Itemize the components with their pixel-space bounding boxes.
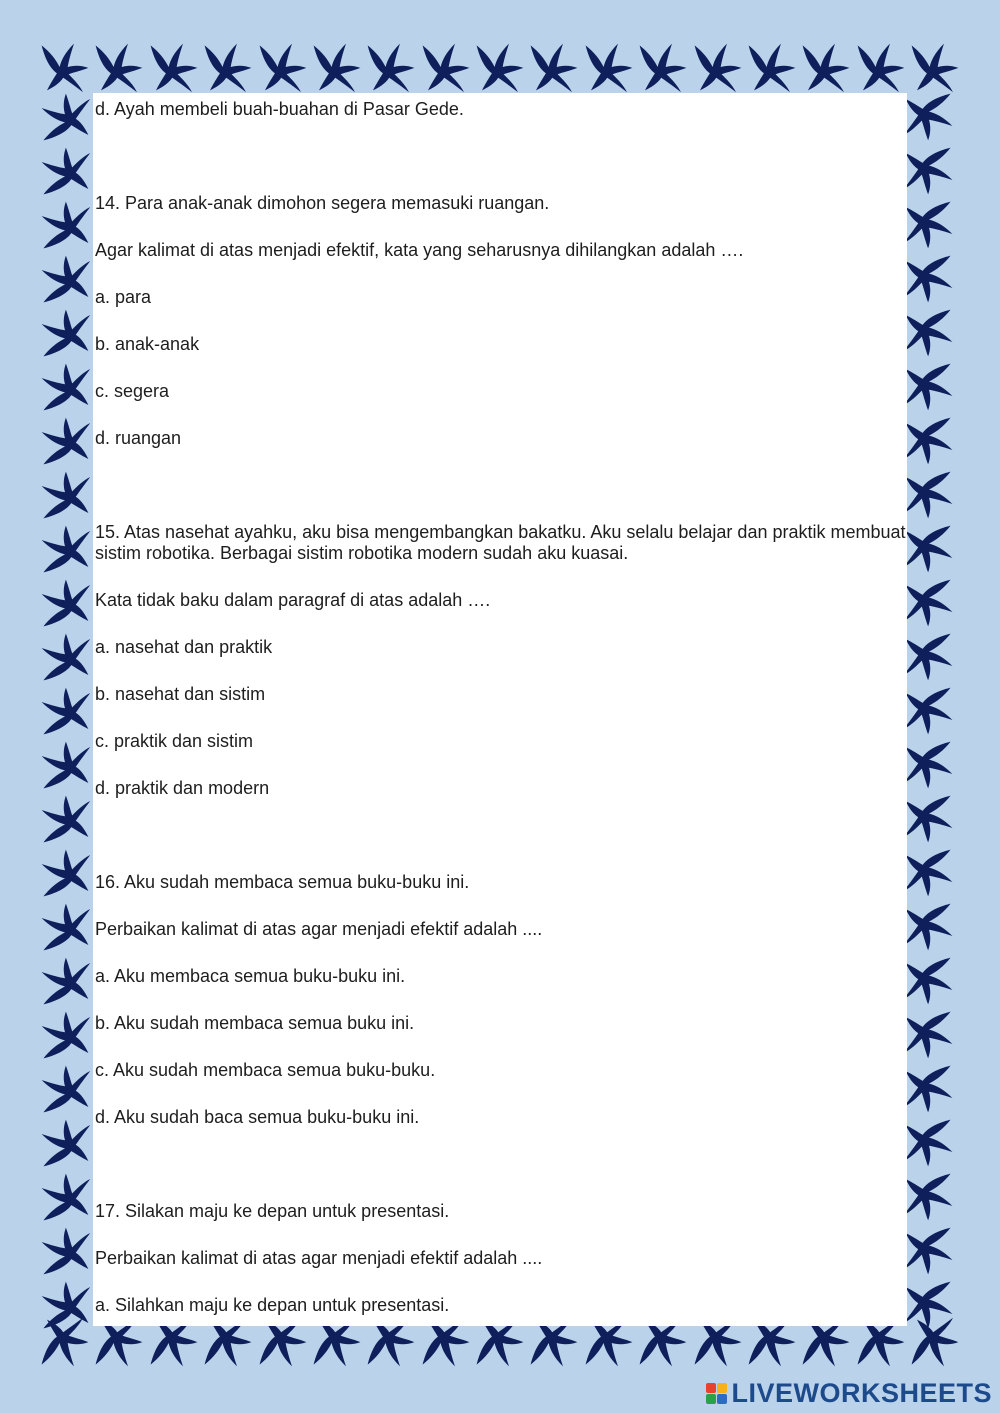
swallow-icon xyxy=(147,40,201,94)
swallow-icon xyxy=(38,144,92,198)
option-d-q13: d. Ayah membeli buah-buahan di Pasar Gede. xyxy=(95,99,464,119)
swallow-icon xyxy=(38,792,92,846)
swallow-icon xyxy=(902,468,956,522)
swallow-icon xyxy=(364,40,418,94)
option-b-q16[interactable]: b. Aku sudah membaca semua buku ini. xyxy=(95,1013,415,1033)
swallow-icon xyxy=(38,414,92,468)
instruction-16: Perbaikan kalimat di atas agar menjadi efektif adalah .... xyxy=(95,919,543,939)
swallow-icon xyxy=(38,1170,92,1224)
option-a-q14[interactable]: a. para xyxy=(95,287,152,307)
option-d-q14[interactable]: d. ruangan xyxy=(95,428,182,448)
question-14: 14. Para anak-anak dimohon segera memasuki ruangan. xyxy=(95,193,550,213)
option-a-q15[interactable]: a. nasehat dan praktik xyxy=(95,637,273,657)
swallow-icon xyxy=(902,684,956,738)
swallow-icon xyxy=(310,40,364,94)
option-a-q16[interactable]: a. Aku membaca semua buku-buku ini. xyxy=(95,966,406,986)
swallow-icon xyxy=(38,40,92,94)
swallow-icon xyxy=(691,40,745,94)
swallow-icon xyxy=(902,900,956,954)
swallow-icon xyxy=(92,40,146,94)
swallow-icon xyxy=(854,40,908,94)
swallow-icon xyxy=(38,360,92,414)
instruction-17: Perbaikan kalimat di atas agar menjadi efektif adalah .... xyxy=(95,1248,543,1268)
swallow-icon xyxy=(527,40,581,94)
swallow-icon xyxy=(38,1062,92,1116)
logo-square xyxy=(717,1394,727,1404)
swallow-icon xyxy=(902,306,956,360)
question-17: 17. Silakan maju ke depan untuk presentasi. xyxy=(95,1201,450,1221)
swallow-icon xyxy=(38,1008,92,1062)
option-a-q17[interactable]: a. Silahkan maju ke depan untuk presentasi. xyxy=(95,1295,450,1315)
swallow-icon xyxy=(902,360,956,414)
swallow-icon xyxy=(902,954,956,1008)
swallow-icon xyxy=(38,738,92,792)
swallow-icon xyxy=(902,414,956,468)
option-d-q16[interactable]: d. Aku sudah baca semua buku-buku ini. xyxy=(95,1107,420,1127)
swallow-icon xyxy=(38,198,92,252)
worksheet-content xyxy=(93,93,907,1316)
swallow-icon xyxy=(201,40,255,94)
swallow-icon xyxy=(902,576,956,630)
swallow-icon xyxy=(902,792,956,846)
swallow-icon xyxy=(582,40,636,94)
option-b-q14[interactable]: b. anak-anak xyxy=(95,334,200,354)
swallow-icon xyxy=(38,684,92,738)
worksheet-page xyxy=(93,93,907,1326)
swallow-icon xyxy=(745,40,799,94)
logo-square xyxy=(706,1394,716,1404)
swallow-icon xyxy=(902,1008,956,1062)
logo-square xyxy=(706,1383,716,1393)
swallow-icon xyxy=(902,90,956,144)
swallow-icon xyxy=(902,252,956,306)
option-c-q15[interactable]: c. praktik dan sistim xyxy=(95,731,254,751)
swallow-icon xyxy=(38,954,92,1008)
swallow-icon xyxy=(38,630,92,684)
brand-name: LIVEWORKSHEETS xyxy=(731,1378,992,1408)
swallow-icon xyxy=(38,468,92,522)
swallow-icon xyxy=(38,252,92,306)
swallow-icon xyxy=(256,40,310,94)
question-15: 15. Atas nasehat ayahku, aku bisa mengembangkan bakatku. Aku selalu belajar dan praktik membuat sistim robotika. Berbagai sistim robotika modern sudah aku kuasai. xyxy=(95,522,906,563)
swallow-icon xyxy=(902,1062,956,1116)
swallow-icon xyxy=(902,198,956,252)
swallow-icon xyxy=(902,1170,956,1224)
liveworksheets-logo-icon xyxy=(706,1383,727,1404)
swallow-icon xyxy=(799,40,853,94)
option-b-q15[interactable]: b. nasehat dan sistim xyxy=(95,684,266,704)
swallow-icon xyxy=(38,1116,92,1170)
swallow-icon xyxy=(902,846,956,900)
swallow-icon xyxy=(902,1224,956,1278)
swallow-icon xyxy=(902,144,956,198)
swallow-icon xyxy=(419,40,473,94)
swallow-icon xyxy=(38,90,92,144)
swallow-icon xyxy=(902,522,956,576)
option-c-q14[interactable]: c. segera xyxy=(95,381,170,401)
logo-square xyxy=(717,1383,727,1393)
border-right xyxy=(902,90,962,1326)
border-left xyxy=(38,90,98,1326)
swallow-icon xyxy=(473,40,527,94)
swallow-icon xyxy=(38,900,92,954)
swallow-icon xyxy=(38,1278,92,1332)
swallow-icon xyxy=(902,1278,956,1332)
option-d-q15[interactable]: d. praktik dan modern xyxy=(95,778,270,798)
swallow-icon xyxy=(902,1116,956,1170)
question-16: 16. Aku sudah membaca semua buku-buku ini. xyxy=(95,872,470,892)
swallow-icon xyxy=(38,306,92,360)
swallow-icon xyxy=(908,40,962,94)
instruction-15: Kata tidak baku dalam paragraf di atas adalah …. xyxy=(95,590,491,610)
swallow-icon xyxy=(38,846,92,900)
swallow-icon xyxy=(902,630,956,684)
border-top xyxy=(38,40,962,100)
swallow-icon xyxy=(38,576,92,630)
swallow-icon xyxy=(902,738,956,792)
swallow-icon xyxy=(38,522,92,576)
swallow-icon xyxy=(38,1224,92,1278)
swallow-icon xyxy=(636,40,690,94)
instruction-14: Agar kalimat di atas menjadi efektif, kata yang seharusnya dihilangkan adalah …. xyxy=(95,240,744,260)
liveworksheets-brand[interactable] xyxy=(706,1378,992,1409)
option-c-q16[interactable]: c. Aku sudah membaca semua buku-buku. xyxy=(95,1060,436,1080)
